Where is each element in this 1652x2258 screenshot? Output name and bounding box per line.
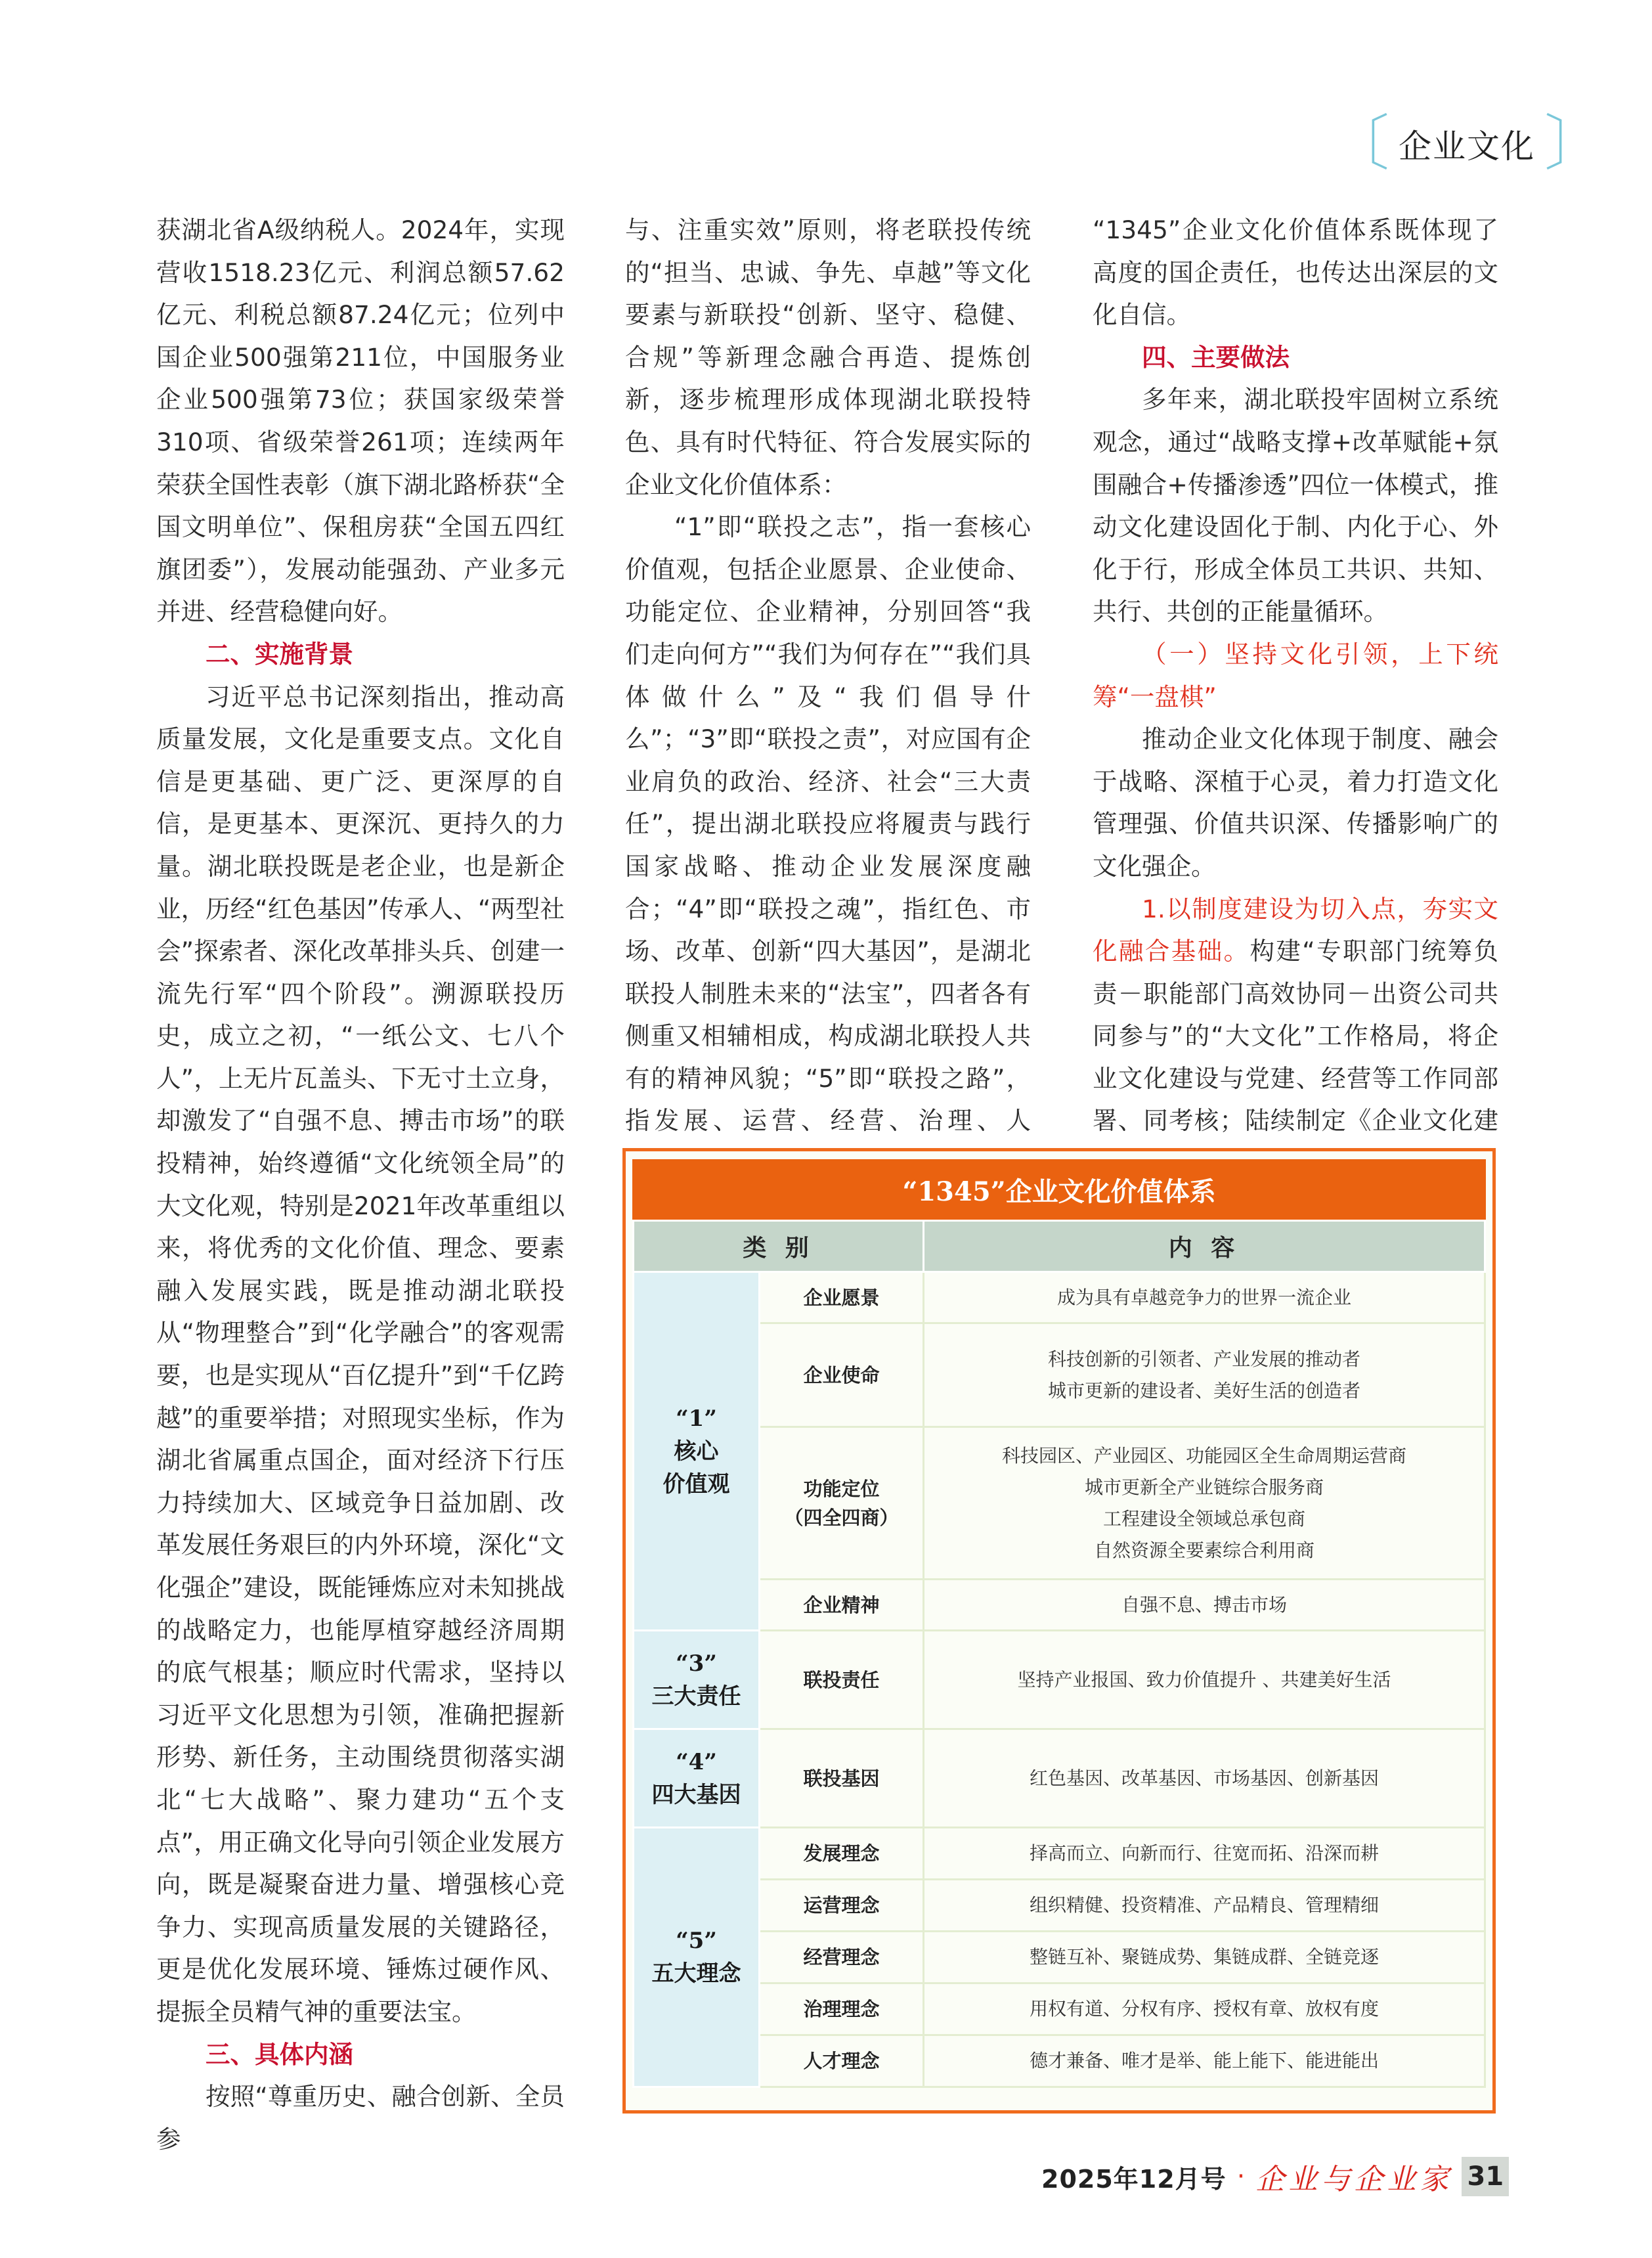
content-line: 整链互补、聚链成势、集链成群、全链竞逐 xyxy=(1030,1946,1380,1968)
category-name: 核心 xyxy=(674,1438,719,1465)
value-system-table xyxy=(632,1220,1486,2088)
content-line: 自强不息、搏击市场 xyxy=(1121,1593,1288,1616)
content-line: 红色基因、改革基因、市场基因、创新基因 xyxy=(1030,1767,1380,1789)
row-label-line: （四全四商） xyxy=(784,1506,899,1529)
category-core-values xyxy=(634,1272,760,1631)
column-1 xyxy=(156,209,565,2160)
paragraph: 按照“尊重历史、融合创新、全员参 xyxy=(156,2082,565,2154)
category-name: 四大基因 xyxy=(651,1781,741,1808)
content-line: 坚持产业报国、致力价值提升 、共建美好生活 xyxy=(1017,1668,1391,1691)
content-line: 成为具有卓越竞争力的世界一流企业 xyxy=(1057,1286,1352,1308)
content-line: 组织精健、投资精准、产品精良、管理精细 xyxy=(1030,1894,1380,1916)
table-row xyxy=(634,1729,1485,1828)
value-system-table-box xyxy=(622,1148,1496,2114)
paragraph: 多年来，湖北联投牢固树立系统观念，通过“战略支撑+改革赋能+氛围融合+传播渗透”四位一体模式，推动文化建设固化于制、内化于心、外化于行，形成全体员工共识、共知、共行、共创的正能量循环。 xyxy=(1093,385,1498,627)
row-content xyxy=(924,1272,1485,1323)
row-label: 运营理念 xyxy=(760,1880,924,1932)
table-header-row xyxy=(634,1221,1485,1272)
row-label: 经营理念 xyxy=(760,1932,924,1983)
column-3 xyxy=(1093,209,1498,1185)
row-label: 联投基因 xyxy=(760,1729,924,1828)
section-title: 企业文化 xyxy=(1399,127,1536,166)
row-label: 企业愿景 xyxy=(760,1272,924,1323)
content-line: 工程建设全领域总承包商 xyxy=(1103,1507,1306,1530)
row-content xyxy=(924,1983,1485,2035)
paragraph: 获湖北省A级纳税人。2024年，实现营收1518.23亿元、利润总额57.62亿元、利税总额87.24亿元；位列中国企业500强第211位，中国服务业企业500强第73位；获国家级荣誉310项、省级荣誉261项；连续两年荣获全国性表彰（旗下湖北路桥获“全国文明单位”、保租房获“全国五四红旗团委”），发展动能强劲、产业多元并进、经营稳健向好。 xyxy=(156,215,565,627)
content-line: 用权有道、分权有序、授权有章、放权有度 xyxy=(1030,1998,1380,2020)
table-row xyxy=(634,2035,1485,2087)
column-2 xyxy=(625,209,1031,1270)
row-content xyxy=(924,1828,1485,1880)
row-label: 联投责任 xyxy=(760,1631,924,1729)
paragraph: 习近平总书记深刻指出，推动高质量发展，文化是重要支点。文化自信是更基础、更广泛、更深厚的自信，是更基本、更深沉、更持久的力量。湖北联投既是老企业，也是新企业，历经“红色基因”传承人、“两型社会”探索者、深化改革排头兵、创建一流先行军“四个阶段”。溯源联投历史，成立之初，“一纸公文、七八个人”，上无片瓦盖头、下无寸土立身，却激发了“自强不息、搏击市场”的联投精神，始终遵循“文化统领全局”的大文化观，特别是2021年改革重组以来，将优秀的文化价值、理念、要素融入发展实践，既是推动湖北联投从“物理整合”到“化学融合”的客观需要，也是实现从“百亿提升”到“千亿跨越”的重要举措；对照现实坐标，作为湖北省属重点国企，面对经济下行压力持续加大、区域竞争日益加剧、改革发展任务艰巨的内外环境，深化“文化强企”建设，既能锤炼应对未知挑战的战略定力，也能厚植穿越经济周期的底气根基；顺应时代需求，坚持以习近平文化思想为引领，准确把握新形势、新任务，主动围绕贯彻落实湖北“七大战略”、聚力建功“五个支点”，用正确文化导向引领企业发展方向，既是凝聚奋进力量、增强核心竞争力、实现高质量发展的关键路径，更是优化发展环境、锤炼过硬作风、提振全员精气神的重要法宝。 xyxy=(156,682,565,2026)
table-title: “1345”企业文化价值体系 xyxy=(632,1159,1486,1220)
table-row xyxy=(634,1880,1485,1932)
content-line: 德才兼备、唯才是举、能上能下、能进能出 xyxy=(1030,2050,1380,2071)
content-line: 科技创新的引领者、产业发展的推动者 xyxy=(1048,1348,1361,1370)
category-responsibilities xyxy=(634,1631,760,1729)
row-label: 人才理念 xyxy=(760,2035,924,2087)
magazine-logo: 企业与企业家 xyxy=(1255,2163,1453,2196)
row-content xyxy=(924,1729,1485,1828)
table-row xyxy=(634,1983,1485,2035)
category-number: “4” xyxy=(676,1748,717,1775)
content-line: 择高而立、向新而行、往宽而拓、沿深而耕 xyxy=(1030,1842,1380,1864)
row-label: 发展理念 xyxy=(760,1828,924,1880)
row-label: 企业精神 xyxy=(760,1580,924,1631)
section-heading-practices: 四、主要做法 xyxy=(1142,342,1290,372)
section-tag xyxy=(1329,108,1605,179)
bracket-right-icon: 〕 xyxy=(1544,108,1605,179)
content-line: 城市更新的建设者、美好生活的创造者 xyxy=(1048,1379,1361,1402)
row-content xyxy=(924,1427,1485,1580)
row-label-line: 功能定位 xyxy=(803,1477,880,1500)
content-line: 自然资源全要素综合利用商 xyxy=(1094,1539,1315,1561)
paragraph-text: 构建“专职部门统筹负责－职能部门高效协同－出资公司共同参与”的“大文化”工作格局，将企业文化建设与党建、经营等工作同部署、同考核；陆续制定《企业文化建 xyxy=(1093,937,1499,1136)
separator-dot: · xyxy=(1236,2161,1246,2192)
row-label xyxy=(760,1427,924,1580)
page-footer xyxy=(1041,2153,1509,2200)
row-content xyxy=(924,1880,1485,1932)
header-category: 类 别 xyxy=(634,1221,924,1272)
category-genes xyxy=(634,1729,760,1828)
table-row xyxy=(634,1272,1485,1323)
header-content: 内 容 xyxy=(924,1221,1485,1272)
row-content xyxy=(924,2035,1485,2087)
category-name: 价值观 xyxy=(663,1471,730,1497)
category-number: “3” xyxy=(676,1650,717,1677)
category-number: “1” xyxy=(676,1405,717,1432)
paragraph-with-emphasis xyxy=(1093,888,1498,1185)
row-content xyxy=(924,1580,1485,1631)
table-row xyxy=(634,1631,1485,1729)
paragraph: 与、注重实效”原则，将老联投传统的“担当、忠诚、争先、卓越”等文化要素与新联投“创新、坚守、稳健、合规”等新理念融合再造、提炼创新，逐步梳理形成体现湖北联投特色、具有时代特征、符合发展实际的企业文化价值体系： xyxy=(625,215,1031,499)
row-label: 企业使命 xyxy=(760,1323,924,1427)
section-heading-background: 二、实施背景 xyxy=(206,639,353,669)
category-concepts xyxy=(634,1828,760,2087)
row-content xyxy=(924,1932,1485,1983)
row-label: 治理理念 xyxy=(760,1983,924,2035)
paragraph: 推动企业文化体现于制度、融会于战略、深植于心灵，着力打造文化管理强、价值共识深、传播影响广的文化强企。 xyxy=(1093,724,1498,881)
row-content xyxy=(924,1631,1485,1729)
issue-date: 2025年12月号 xyxy=(1041,2164,1227,2194)
content-line: 科技园区、产业园区、功能园区全生命周期运营商 xyxy=(1002,1444,1407,1467)
subheading: （一）坚持文化引领，上下统筹“一盘棋” xyxy=(1093,639,1498,711)
category-name: 三大责任 xyxy=(651,1683,741,1710)
table-row xyxy=(634,1580,1485,1631)
category-name: 五大理念 xyxy=(651,1960,741,1987)
bracket-left-icon: 〔 xyxy=(1329,108,1390,179)
row-content xyxy=(924,1323,1485,1427)
page-number: 31 xyxy=(1462,2157,1509,2196)
section-heading-connotation: 三、具体内涵 xyxy=(206,2039,353,2069)
paragraph: “1”即“联投之志”，指一套核心价值观，包括企业愿景、企业使命、功能定位、企业精神，分别回答“我们走向何方”“我们为何存在”“我们具体做什么”及“我们倡导什么”；“3”即“联投之责”，对应国有企业肩负的政治、经济、社会“三大责任”，提出湖北联投应将履责与践行国家战略、推动企业发展深度融合；“4”即“联投之魂”，指红色、市场、改革、创新“四大基因”，是湖北联投人制胜未来的“法宝”，四者各有侧重又相辅相成，构成湖北联投人共有的精神风貌；“5”即“联投之路”，指发展、运营、经营、治理、人 xyxy=(625,512,1031,1136)
paragraph: “1345”企业文化价值体系既体现了高度的国企责任，也传达出深层的文化自信。 xyxy=(1093,215,1498,330)
table-row xyxy=(634,1828,1485,1880)
content-line: 城市更新全产业链综合服务商 xyxy=(1085,1476,1324,1498)
table-row xyxy=(634,1427,1485,1580)
category-number: “5” xyxy=(676,1928,717,1954)
table-row xyxy=(634,1323,1485,1427)
table-row xyxy=(634,1932,1485,1983)
emphasis-text: 1.以制度建设为切入点，夯实文化融合基础。 xyxy=(1093,894,1498,966)
